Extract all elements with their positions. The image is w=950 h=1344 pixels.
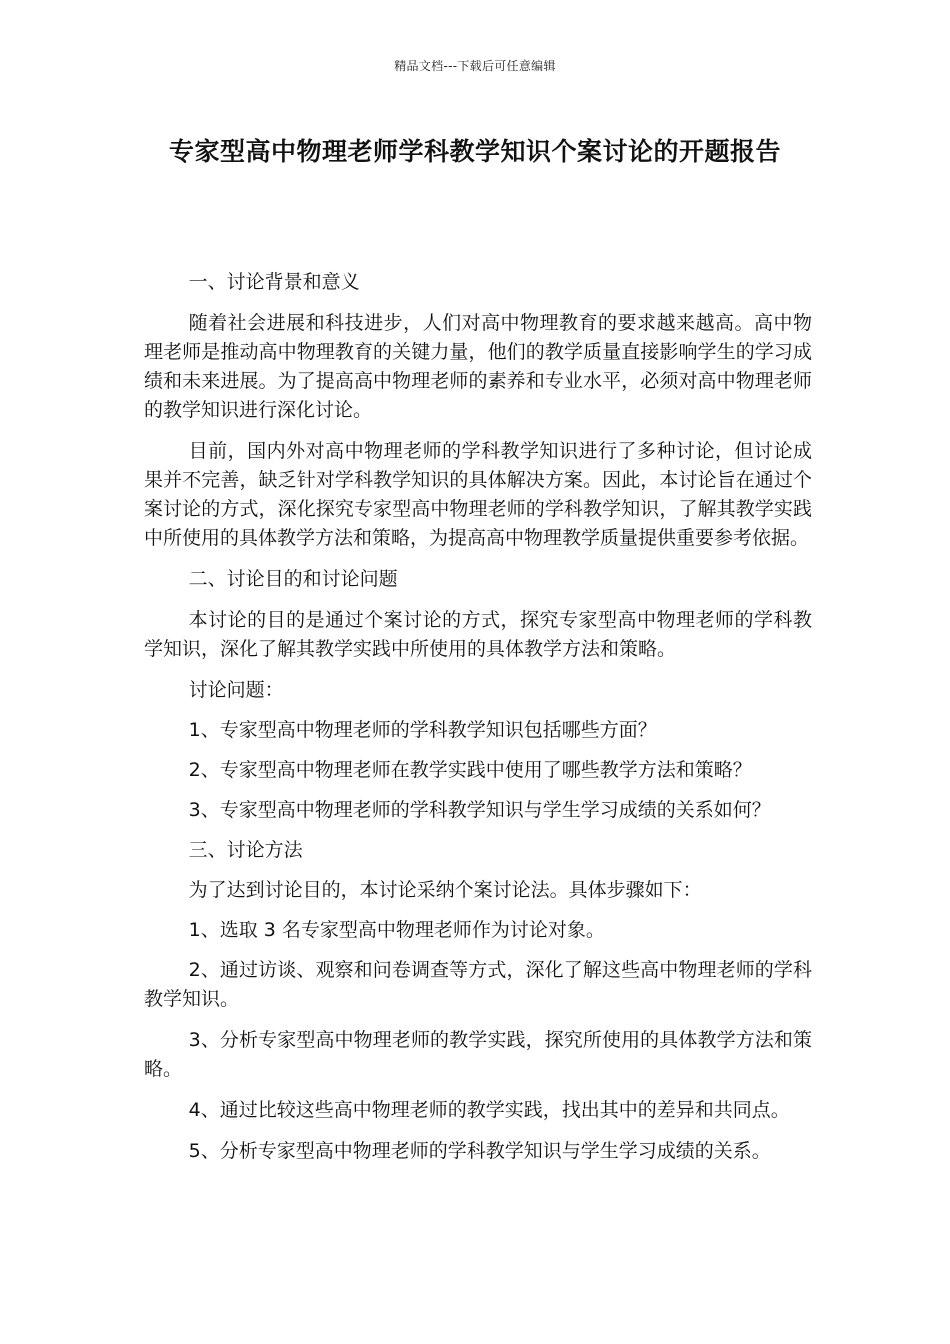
section-heading-purpose: 二、讨论目的和讨论问题 bbox=[188, 568, 398, 590]
method-step: 3、分析专家型高中物理老师的教学实践，探究所使用的具体教学方法和策略。 bbox=[144, 1029, 812, 1080]
method-step: 1、选取 3 名专家型高中物理老师作为讨论对象。 bbox=[188, 919, 605, 941]
question-item: 3、专家型高中物理老师的学科教学知识与学生学习成绩的关系如何？ bbox=[188, 799, 771, 821]
document-title: 专家型高中物理老师学科教学知识个案讨论的开题报告 bbox=[168, 137, 781, 166]
questions-label: 讨论问题： bbox=[188, 679, 284, 701]
section-heading-background: 一、讨论背景和意义 bbox=[188, 271, 360, 293]
method-step: 2、通过访谈、观察和问卷调查等方式，深化了解这些高中物理老师的学科教学知识。 bbox=[144, 959, 812, 1010]
method-intro: 为了达到讨论目的，本讨论采纳个案讨论法。具体步骤如下： bbox=[188, 879, 702, 901]
method-step: 5、分析专家型高中物理老师的学科教学知识与学生学习成绩的关系。 bbox=[188, 1140, 771, 1162]
question-item: 2、专家型高中物理老师在教学实践中使用了哪些教学方法和策略？ bbox=[188, 759, 752, 781]
section-heading-method: 三、讨论方法 bbox=[188, 839, 303, 861]
question-item: 1、专家型高中物理老师的学科教学知识包括哪些方面？ bbox=[188, 719, 657, 741]
method-step: 4、通过比较这些高中物理老师的教学实践，找出其中的差异和共同点。 bbox=[188, 1099, 790, 1121]
document-body bbox=[144, 268, 812, 1178]
paragraph-background-2: 目前，国内外对高中物理老师的学科教学知识进行了多种讨论，但讨论成果并不完善，缺乏针对学科教学知识的具体解决方案。因此，本讨论旨在通过个案讨论的方式，深化探究专家型高中物理老师的学科教学知识，了解其教学实践中所使用的具体教学方法和策略，为提高高中物理教学质量提供重要参考依据。 bbox=[144, 440, 812, 549]
paragraph-purpose: 本讨论的目的是通过个案讨论的方式，探究专家型高中物理老师的学科教学知识，深化了解其教学实践中所使用的具体教学方法和策略。 bbox=[144, 609, 812, 660]
header-note: 精品文档---下载后可任意编辑 bbox=[394, 59, 556, 73]
paragraph-background-1: 随着社会进展和科技进步，人们对高中物理教育的要求越来越高。高中物理老师是推动高中物理教育的关键力量，他们的教学质量直接影响学生的学习成绩和未来进展。为了提高高中物理老师的素养和专业水平，必须对高中物理老师的教学知识进行深化讨论。 bbox=[144, 312, 812, 421]
